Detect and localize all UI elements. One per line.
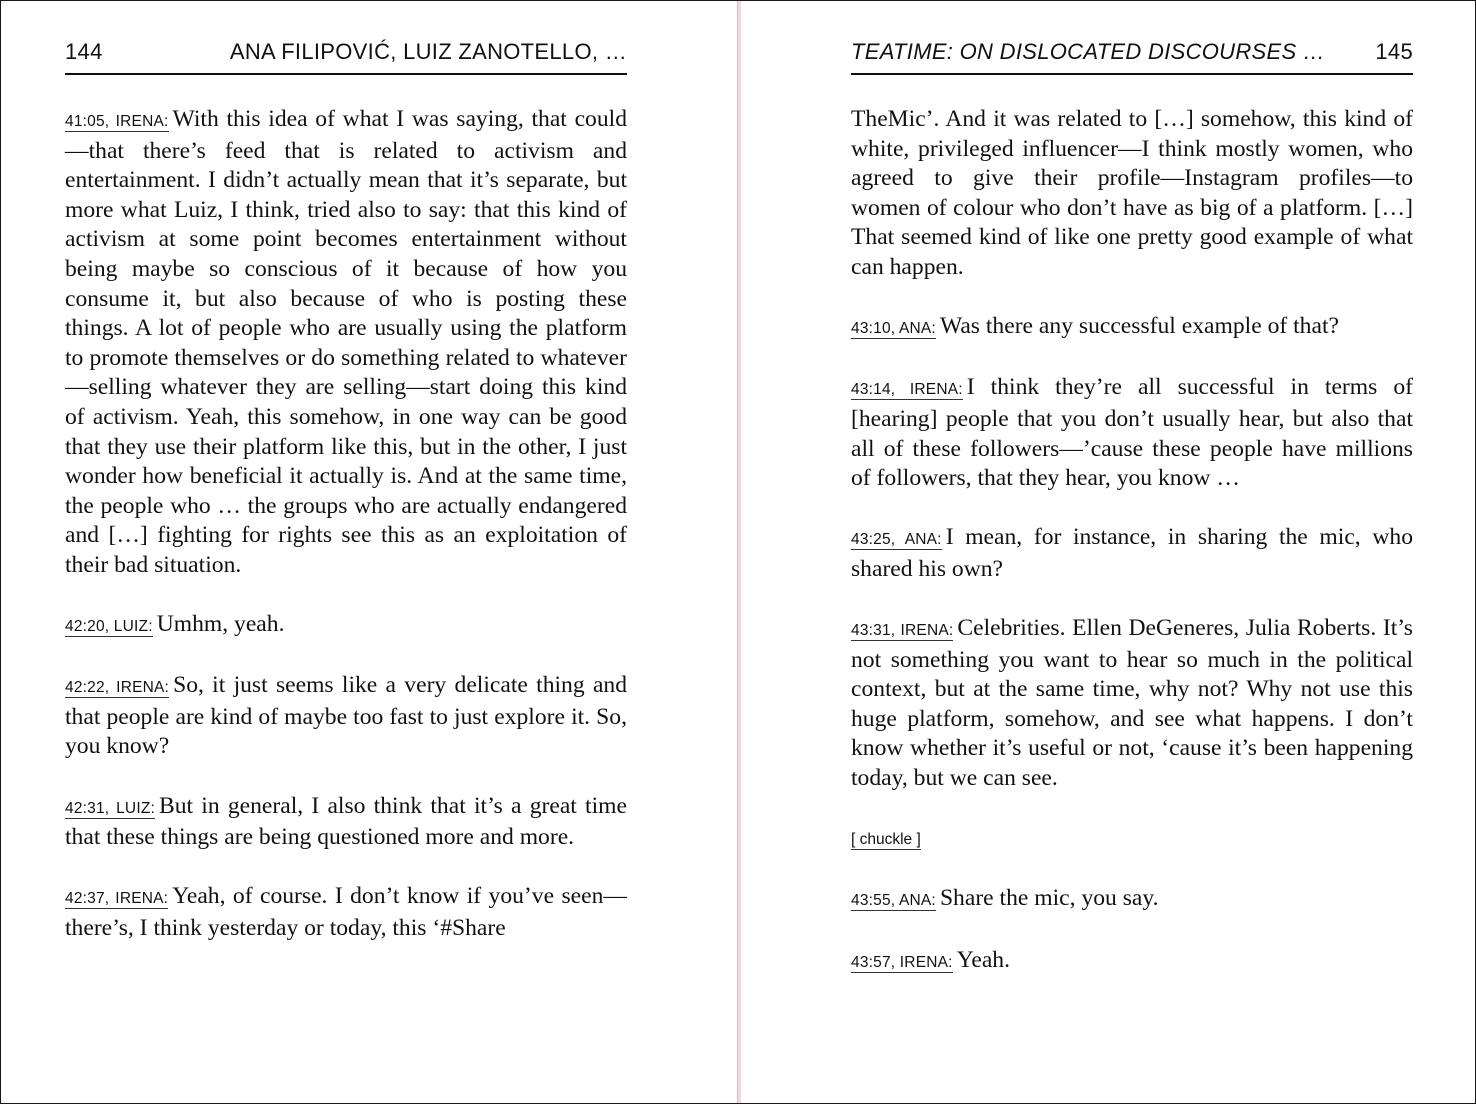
timestamp-speaker-tag: 42:22, IRENA: <box>65 679 170 697</box>
stage-direction <box>851 823 1413 855</box>
continued-paragraph: TheMic’. And it was related to […] somehow, this kind of white, privileged influencer—I think mostly women, who agreed to give their profile—Instagram profiles—to women of colour who don’t have as big of a platform. […] That seemed kind of like one pretty good example of what can happen. <box>851 106 1413 280</box>
entry-text: With this idea of what I was saying, that could—that there’s feed that is related to activism and entertainment. I didn’t actually mean that it’s separate, but more what Luiz, I think, tried also to say: that this kind of activism at some point becomes entertainment without being maybe so conscious of it because of how you consume it, but also because of who is posting these things. A lot of people who are usually using the platform to promote themselves or do something related to whatever—selling whatever they are selling—start doing this kind of activism. Yeah, this somehow, in one way can be good that they use their platform like this, but in the other, I just wonder how beneficial it actually is. And at the same time, the people who … the groups who are actually endangered and […] fighting for rights see this as an exploitation of their bad situation. <box>65 106 628 578</box>
timestamp-speaker-tag: 43:14, IRENA: <box>851 381 963 399</box>
transcript-entry <box>65 671 627 762</box>
running-head-authors: ANA FILIPOVIĆ, LUIZ ZANOTELLO, … <box>229 39 627 64</box>
entry-text: Umhm, yeah. <box>156 611 285 638</box>
left-page <box>65 1 627 1103</box>
transcript-entry <box>851 884 1413 916</box>
right-page <box>851 1 1413 1103</box>
entry-text: Share the mic, you say. <box>939 885 1159 912</box>
transcript-entry <box>851 614 1413 794</box>
right-running-head <box>851 39 1413 75</box>
timestamp-speaker-tag: 43:57, IRENA: <box>851 953 953 971</box>
left-page-body <box>65 105 627 973</box>
timestamp-speaker-tag: 43:31, IRENA: <box>851 622 954 640</box>
stage-direction-label: [ chuckle ] <box>851 831 921 849</box>
right-page-body <box>851 105 1413 1007</box>
transcript-entry <box>851 946 1413 978</box>
transcript-entry <box>65 882 627 943</box>
entry-text: Was there any successful example of that? <box>939 313 1339 340</box>
transcript-entry <box>65 792 627 853</box>
entry-text: I mean, for instance, in sharing the mic, who shared his own? <box>851 524 1413 582</box>
entry-text: Yeah. <box>956 946 1011 973</box>
timestamp-speaker-tag: 42:20, LUIZ: <box>65 618 153 636</box>
entry-text: Yeah, of course. I don’t know if you’ve seen—there’s, I think yesterday or today, this ‘#Share <box>65 883 627 942</box>
entry-text: Celebrities. Ellen DeGeneres, Julia Roberts. It’s not something you want to hear so much in the political context, but at the same time, why not? Why not use this huge platform, somehow, and see what happens. I don’t know whether it’s useful or not, ‘cause it’s been happening today, but we can see. <box>851 615 1413 792</box>
entry-text: But in general, I also think that it’s a great time that these things are being questioned more and more. <box>65 792 627 851</box>
timestamp-speaker-tag: 43:25, ANA: <box>851 531 942 549</box>
transcript-entry <box>65 610 627 642</box>
page-number-right: 145 <box>1375 39 1413 64</box>
timestamp-speaker-tag: 43:55, ANA: <box>851 892 936 910</box>
timestamp-speaker-tag: 43:10, ANA: <box>851 320 936 338</box>
timestamp-speaker-tag: 42:37, IRENA: <box>65 890 169 908</box>
transcript-entry <box>851 523 1413 584</box>
transcript-entry <box>851 373 1413 493</box>
entry-text: I think they’re all successful in terms of [hearing] people that you don’t usually hear, but also that all of these followers—’cause these people have millions of followers, that they hear, you know … <box>851 374 1413 492</box>
running-head-title: TEATIME: ON DISLOCATED DISCOURSES … <box>851 39 1326 64</box>
left-running-head <box>65 39 627 75</box>
book-gutter <box>737 1 741 1103</box>
transcript-entry <box>65 105 627 581</box>
page-number-left: 144 <box>65 39 103 64</box>
entry-text: So, it just seems like a very delicate thing and that people are kind of maybe too fast to just explore it. So, you know? <box>65 672 628 760</box>
transcript-entry <box>851 312 1413 344</box>
timestamp-speaker-tag: 42:31, LUIZ: <box>65 799 156 817</box>
timestamp-speaker-tag: 41:05, IRENA: <box>65 113 169 130</box>
